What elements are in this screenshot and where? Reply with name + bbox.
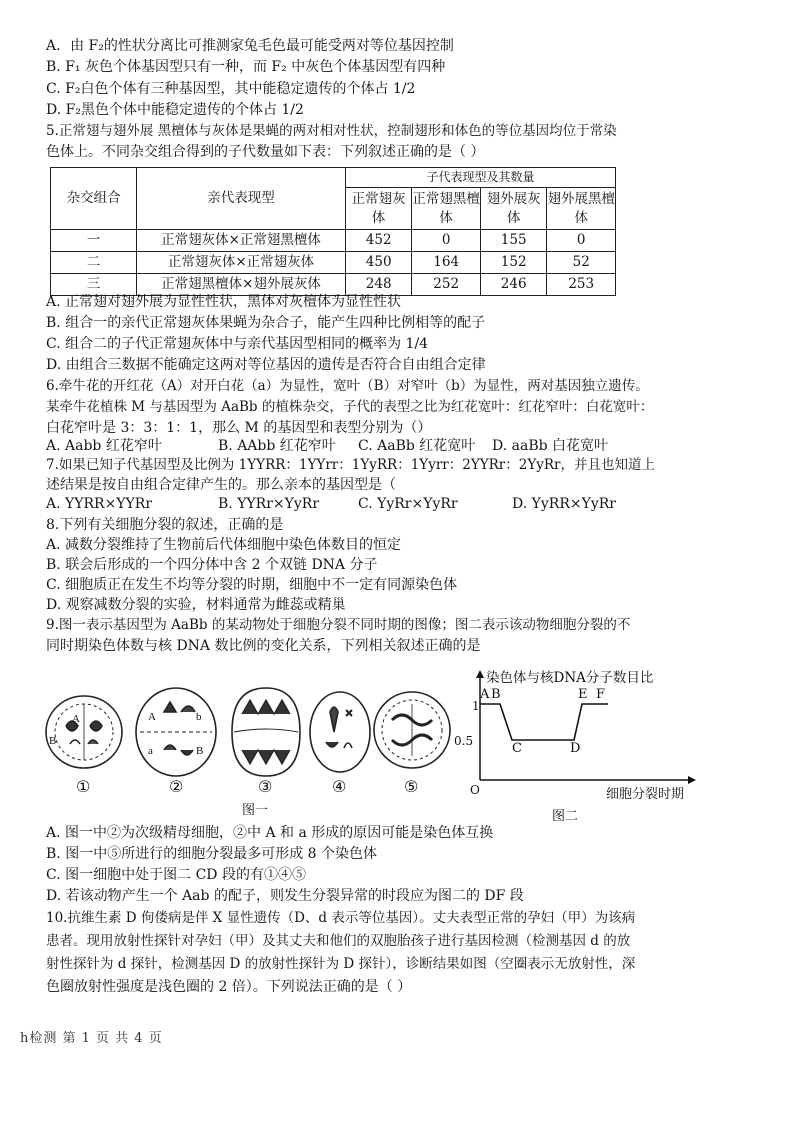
q6-stem-2: 某牵牛花植株 M 与基因型为 AaBb 的植株杂交，子代的表型之比为红花宽叶：红花窄叶：白花宽叶： <box>46 399 654 415</box>
q7-stem-2: 述结果是按自由组合定律产生的。那么亲本的基因型是（ <box>46 477 396 493</box>
th-offspring: 子代表现型及其数量 <box>345 168 615 188</box>
fig2-y-arrow <box>476 670 484 678</box>
q7-option-c: C. YyRr×YyRr <box>358 496 458 512</box>
q6-stem-3: 白花窄叶是 3：3：1：1，那么 M 的基因型和表型分别为（） <box>46 420 432 436</box>
fig1-label-a2: a <box>148 745 153 757</box>
q7-option-b: B. YYRr×YyRr <box>218 496 320 512</box>
q9-option-c: C. 图一细胞中处于图二 CD 段的有①④⑤ <box>46 867 306 883</box>
fig2-x-arrow <box>688 776 696 784</box>
fig1-label-b: B <box>49 735 57 747</box>
prev-option-a: A．由 F₂的性状分离比可推测家兔毛色最可能受两对等位基因控制 <box>46 38 454 54</box>
row-cell: 52 <box>547 252 616 274</box>
row-cell: 452 <box>345 230 412 252</box>
fig2-point-a: A <box>480 687 490 702</box>
figure-two <box>450 668 700 828</box>
cell-1-drawing <box>46 696 122 768</box>
q10-stem-2: 患者。现用放射性探针对孕妇（甲）及其丈夫和他们的双胞胎孩子进行基因检测（检测基因 d 的放 <box>46 933 631 949</box>
q9-stem-1: 9.图一表示基因型为 AaBb 的某动物处于细胞分裂不同时期的图像；图二表示该动物细胞分裂的不 <box>46 617 631 633</box>
page-footer: h检测 第 1 页 共 4 页 <box>20 1031 163 1046</box>
prev-option-d: D. F₂黑色个体中能稳定遗传的个体占 1/2 <box>46 102 304 118</box>
q7-option-d: D. YyRR×YyRr <box>512 496 616 512</box>
q8-stem: 8.下列有关细胞分裂的叙述，正确的是 <box>46 517 284 533</box>
fig2-x-label: 细胞分裂时期 <box>606 787 685 802</box>
figure-one <box>36 668 456 818</box>
cell-4-drawing <box>310 692 370 772</box>
figure-one-caption: 图一 <box>242 803 269 818</box>
cell-3-drawing <box>232 688 300 776</box>
prev-option-c: C. F₂白色个体有三种基因型，其中能稳定遗传的个体占 1/2 <box>46 81 416 97</box>
row-cell: 0 <box>547 230 616 252</box>
q10-stem-1: 10.抗维生素 D 佝偻病是伴 X 显性遗传（D、d 表示等位基因）。丈夫表型正常的孕妇（甲）为该病 <box>46 910 636 926</box>
fig2-point-b: B <box>491 687 501 702</box>
q9-stem-2: 同时期染色体数与核 DNA 数比例的变化关系，下列相关叙述正确的是 <box>46 638 481 654</box>
prev-option-b: B. F₁ 灰色个体基因型只有一种，而 F₂ 中灰色个体基因型有四种 <box>46 59 446 75</box>
q6-stem-1: 6.牵牛花的开红花（A）对开白花（a）为显性，宽叶（B）对窄叶（b）为显性，两对基因独立遗传。 <box>46 378 649 394</box>
cell-number-3: ③ <box>258 777 273 796</box>
row-cell: 248 <box>345 274 412 296</box>
q9-option-d: D. 若该动物产生一个 Aab 的配子，则发生分裂异常的时段应为图二的 DF 段 <box>46 888 524 904</box>
row-group: 三 <box>51 274 137 296</box>
fig2-y-tick-1: 1 <box>472 699 480 713</box>
fig2-point-e: E <box>578 687 588 702</box>
fig2-y-tick-05: 0.5 <box>454 734 474 748</box>
q8-option-b: B. 联会后形成的一个四分体中含 2 个双链 DNA 分子 <box>46 557 378 573</box>
fig2-point-d: D <box>570 741 581 756</box>
th-sub-4: 翅外展黑檀体 <box>547 188 616 230</box>
q6-option-a: A. Aabb 红花窄叶 <box>46 438 162 454</box>
q5-stem-2: 色体上。不同杂交组合得到的子代数量如下表：下列叙述正确的是（ ） <box>46 144 485 160</box>
table-row <box>51 230 616 252</box>
q5-option-c: C. 组合二的子代正常翅灰体中与亲代基因型相同的概率为 1/4 <box>46 336 429 352</box>
q5-table <box>50 167 616 296</box>
row-group: 一 <box>51 230 137 252</box>
th-group: 杂交组合 <box>51 168 137 230</box>
cell-number-5: ⑤ <box>404 777 419 796</box>
q7-stem-1: 7.如果已知子代基因型及比例为 1YYRR：1YYrr：1YyRR：1Yyrr：2YYRr：2YyRr，并且也知道上 <box>46 457 656 473</box>
q9-option-a: A. 图一中②为次级精母细胞，②中 A 和 a 形成的原因可能是染色体互换 <box>46 825 494 841</box>
th-sub-3: 翅外展灰体 <box>480 188 547 230</box>
row-parent: 正常翅灰体×正常翅灰体 <box>137 252 346 274</box>
q5-stem-1: 5.正常翅与翅外展 黑檀体与灰体是果蝇的两对相对性状，控制翅形和体色的等位基因均位于常染 <box>46 123 617 139</box>
q8-option-d: D. 观察减数分裂的实验，材料通常为雌蕊或精巢 <box>46 597 346 613</box>
fig1-label-A2: A <box>148 711 156 723</box>
th-parent: 亲代表现型 <box>137 168 346 230</box>
cell-number-4: ④ <box>332 777 347 796</box>
cell-number-2: ② <box>169 777 184 796</box>
fig2-point-f: F <box>596 687 606 702</box>
row-parent: 正常翅灰体×正常翅黑檀体 <box>137 230 346 252</box>
q8-option-a: A. 减数分裂维持了生物前后代体细胞中染色体数目的恒定 <box>46 537 402 553</box>
row-cell: 253 <box>547 274 616 296</box>
fig1-label-b2: b <box>196 711 202 723</box>
row-cell: 252 <box>412 274 481 296</box>
q5-option-d: D. 由组合三数据不能确定这两对等位基因的遗传是否符合自由组合定律 <box>46 357 486 373</box>
fig2-caption: 图二 <box>552 809 579 824</box>
cell-2-drawing <box>136 688 216 776</box>
cell-5-drawing <box>374 692 450 768</box>
q6-option-d: D. aaBb 白花宽叶 <box>492 438 609 454</box>
q9-option-b: B. 图一中⑤所进行的细胞分裂最多可形成 8 个染色体 <box>46 846 377 862</box>
row-cell: 164 <box>412 252 481 274</box>
table-row <box>51 252 616 274</box>
row-cell: 0 <box>412 230 481 252</box>
row-cell: 450 <box>345 252 412 274</box>
q5-option-b: B. 组合一的亲代正常翅灰体果蝇为杂合子，能产生四种比例相等的配子 <box>46 315 486 331</box>
q8-option-c: C. 细胞质正在发生不均等分裂的时期，细胞中不一定有同源染色体 <box>46 577 458 593</box>
row-group: 二 <box>51 252 137 274</box>
fig2-origin: O <box>470 783 480 797</box>
th-sub-2: 正常翅黑檀体 <box>412 188 481 230</box>
cell-number-1: ① <box>76 777 91 796</box>
fig1-label-B2: B <box>196 745 204 757</box>
q7-option-a: A. YYRR×YYRr <box>46 496 153 512</box>
row-cell: 152 <box>480 252 547 274</box>
q10-stem-4: 色圈放射性强度是浅色圈的 2 倍）。下列说法正确的是（ ） <box>46 979 412 995</box>
fig2-title: 染色体与核DNA分子数目比 <box>486 670 654 686</box>
fig1-label-a: A <box>72 713 80 725</box>
row-cell: 155 <box>480 230 547 252</box>
q10-stem-3: 射性探针为 d 探针，检测基因 D 的放射性探针为 D 探针），诊断结果如图（空圈表示无放射性，深 <box>46 956 636 972</box>
q6-option-c: C. AaBb 红花宽叶 <box>358 438 476 454</box>
row-cell: 246 <box>480 274 547 296</box>
fig2-point-c: C <box>512 741 522 756</box>
q5-option-a: A. 正常翅对翅外展为显性性状，黑体对灰檀体为显性性状 <box>46 294 402 310</box>
row-parent: 正常翅黑檀体×翅外展灰体 <box>137 274 346 296</box>
q6-option-b: B. AAbb 红花窄叶 <box>218 438 336 454</box>
fig2-curve <box>480 704 608 740</box>
th-sub-1: 正常翅灰体 <box>345 188 412 230</box>
